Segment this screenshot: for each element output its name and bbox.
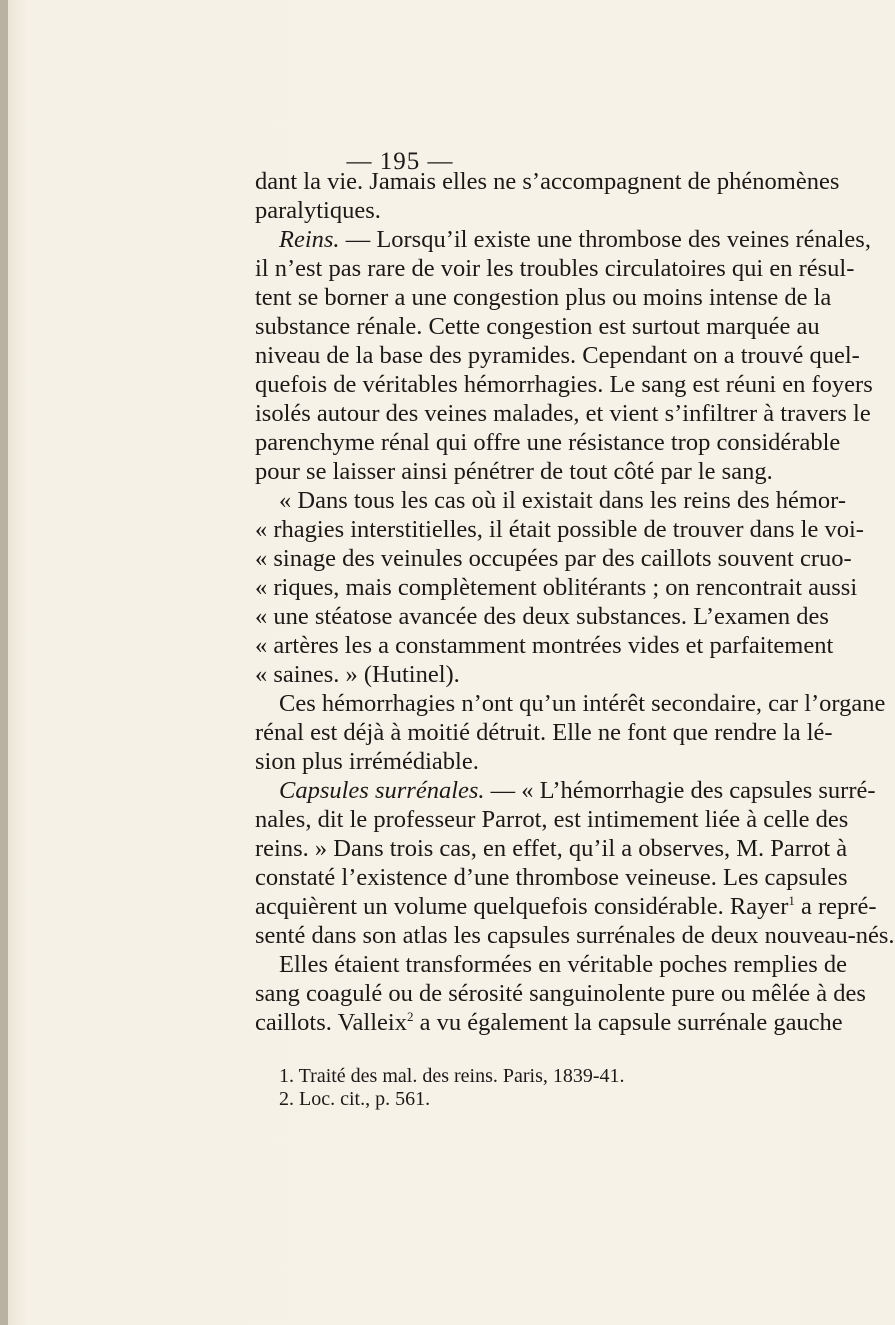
text-line: dant la vie. Jamais elles ne s’accompagnent de phénomènes [255, 168, 840, 195]
text-line: acquièrent un volume quelquefois considérable. Rayer$^1$ a repré- [255, 892, 877, 920]
text-line: « artères les a constamment montrées vides et parfaitement [255, 632, 834, 659]
text-line: « sinage des veinules occupées par des caillots souvent cruo- [255, 545, 852, 572]
page-number: — 195 — [346, 148, 454, 175]
text-line: « rhagies interstitielles, il était possible de trouver dans le voi- [255, 516, 864, 543]
page-gutter [0, 0, 8, 1325]
text-line: sang coagulé ou de sérosité sanguinolente pure ou mêlée à des [255, 980, 866, 1007]
text-line: pour se laisser ainsi pénétrer de tout côté par le sang. [255, 458, 773, 485]
text-line: sion plus irrémédiable. [255, 748, 479, 775]
footnote-ref-2: 2 [406, 1008, 414, 1024]
text-line: Ces hémorrhagies n’ont qu’un intérêt secondaire, car l’organe [279, 690, 886, 717]
footnote-1: 1. Traité des mal. des reins. Paris, 1839-41. [279, 1065, 625, 1087]
text-line: il n’est pas rare de voir les troubles circulatoires qui en résul- [255, 255, 855, 282]
text-line: Capsules surrénales. — « L’hémorrhagie des capsules surré- [279, 777, 876, 804]
text-line: nales, dit le professeur Parrot, est intimement liée à celle des [255, 806, 849, 833]
text-line: « saines. » (Hutinel). [255, 661, 460, 688]
text-line: rénal est déjà à moitié détruit. Elle ne font que rendre la lé- [255, 719, 833, 746]
text-line: paralytiques. [255, 197, 381, 224]
text-line: « une stéatose avancée des deux substances. L’examen des [255, 603, 829, 630]
text-line: parenchyme rénal qui offre une résistance trop considérable [255, 429, 841, 456]
text-line: caillots. Valleix$^2$ a vu également la capsule surrénale gauche [255, 1008, 843, 1036]
text-line: « Dans tous les cas où il existait dans les reins des hémor- [279, 487, 846, 514]
section-heading-reins: Reins. [279, 226, 340, 253]
text-line: isolés autour des veines malades, et vient s’infiltrer à travers le [255, 400, 871, 427]
text-line: tent se borner a une congestion plus ou moins intense de la [255, 284, 832, 311]
text-line: senté dans son atlas les capsules surrénales de deux nouveau-nés. [255, 922, 895, 949]
text-line: substance rénale. Cette congestion est surtout marquée au [255, 313, 820, 340]
footnote-2: 2. Loc. cit., p. 561. [279, 1088, 431, 1110]
section-heading-capsules: Capsules surrénales. [279, 777, 485, 804]
text-line: Reins. — Lorsqu’il existe une thrombose des veines rénales, [279, 226, 871, 253]
text-line: « riques, mais complètement oblitérants ; on rencontrait aussi [255, 574, 858, 601]
footnote-ref-1: 1 [788, 892, 795, 908]
text-line: Elles étaient transformées en véritable poches remplies de [279, 951, 848, 978]
text-line: constaté l’existence d’une thrombose veineuse. Les capsules [255, 864, 848, 891]
text-line: quefois de véritables hémorrhagies. Le sang est réuni en foyers [255, 371, 873, 398]
text-line: niveau de la base des pyramides. Cependant on a trouvé quel- [255, 342, 860, 369]
text-line: reins. » Dans trois cas, en effet, qu’il a observes, M. Parrot à [255, 835, 848, 862]
